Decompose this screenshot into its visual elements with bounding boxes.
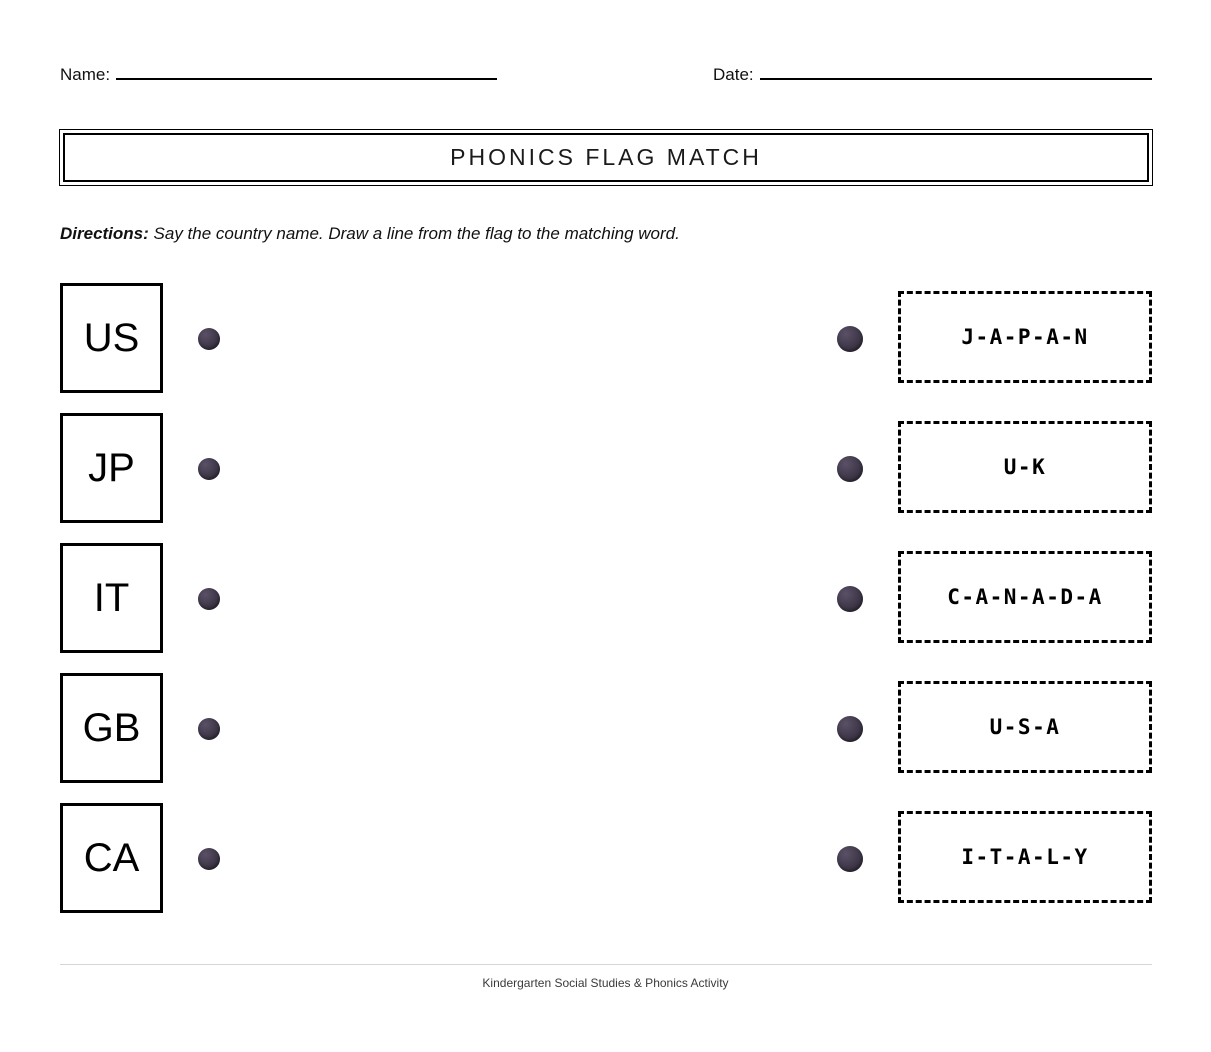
name-label: Name: <box>60 65 111 84</box>
left-connector-dot[interactable] <box>198 848 220 870</box>
directions-label: Directions: <box>60 224 149 243</box>
flag-code-label: GB <box>82 706 141 750</box>
match-row <box>0 673 1211 783</box>
word-box-japan[interactable] <box>898 291 1152 383</box>
flag-box-jp[interactable] <box>60 413 163 523</box>
flag-box-ca[interactable] <box>60 803 163 913</box>
name-field-group <box>60 52 497 85</box>
match-row <box>0 413 1211 523</box>
directions-line <box>60 224 680 244</box>
match-row <box>0 283 1211 393</box>
word-label: C-A-N-A-D-A <box>947 585 1103 609</box>
right-connector-dot[interactable] <box>837 586 863 612</box>
matching-area <box>0 283 1211 913</box>
flag-code-label: IT <box>93 576 130 620</box>
date-field-group <box>713 52 1152 85</box>
footer-divider <box>60 964 1152 965</box>
right-connector-dot[interactable] <box>837 456 863 482</box>
worksheet-title-banner <box>59 129 1153 186</box>
left-connector-dot[interactable] <box>198 328 220 350</box>
left-connector-dot[interactable] <box>198 588 220 610</box>
page-title: PHONICS FLAG MATCH <box>450 144 762 170</box>
worksheet-title-banner-inner <box>63 133 1149 182</box>
student-info-row <box>60 52 1152 92</box>
flag-code-label: JP <box>88 446 135 490</box>
right-connector-dot[interactable] <box>837 846 863 872</box>
left-connector-dot[interactable] <box>198 458 220 480</box>
word-label: I-T-A-L-Y <box>961 845 1089 869</box>
word-label: J-A-P-A-N <box>961 325 1089 349</box>
flag-box-gb[interactable] <box>60 673 163 783</box>
word-label: U-S-A <box>989 715 1061 739</box>
left-connector-dot[interactable] <box>198 718 220 740</box>
match-row <box>0 543 1211 653</box>
date-write-line[interactable] <box>760 52 1152 80</box>
footer-caption: Kindergarten Social Studies & Phonics Activity <box>482 976 729 990</box>
date-label: Date: <box>713 65 754 84</box>
word-label: U-K <box>1003 455 1047 479</box>
word-box-canada[interactable] <box>898 551 1152 643</box>
flag-code-label: US <box>83 316 140 360</box>
word-box-usa[interactable] <box>898 681 1152 773</box>
flag-box-us[interactable] <box>60 283 163 393</box>
flag-code-label: CA <box>83 836 140 880</box>
word-box-italy[interactable] <box>898 811 1152 903</box>
match-row <box>0 803 1211 913</box>
directions-text: Say the country name. Draw a line from the flag to the matching word. <box>153 224 680 243</box>
word-box-uk[interactable] <box>898 421 1152 513</box>
flag-box-it[interactable] <box>60 543 163 653</box>
right-connector-dot[interactable] <box>837 326 863 352</box>
right-connector-dot[interactable] <box>837 716 863 742</box>
name-write-line[interactable] <box>116 52 497 80</box>
